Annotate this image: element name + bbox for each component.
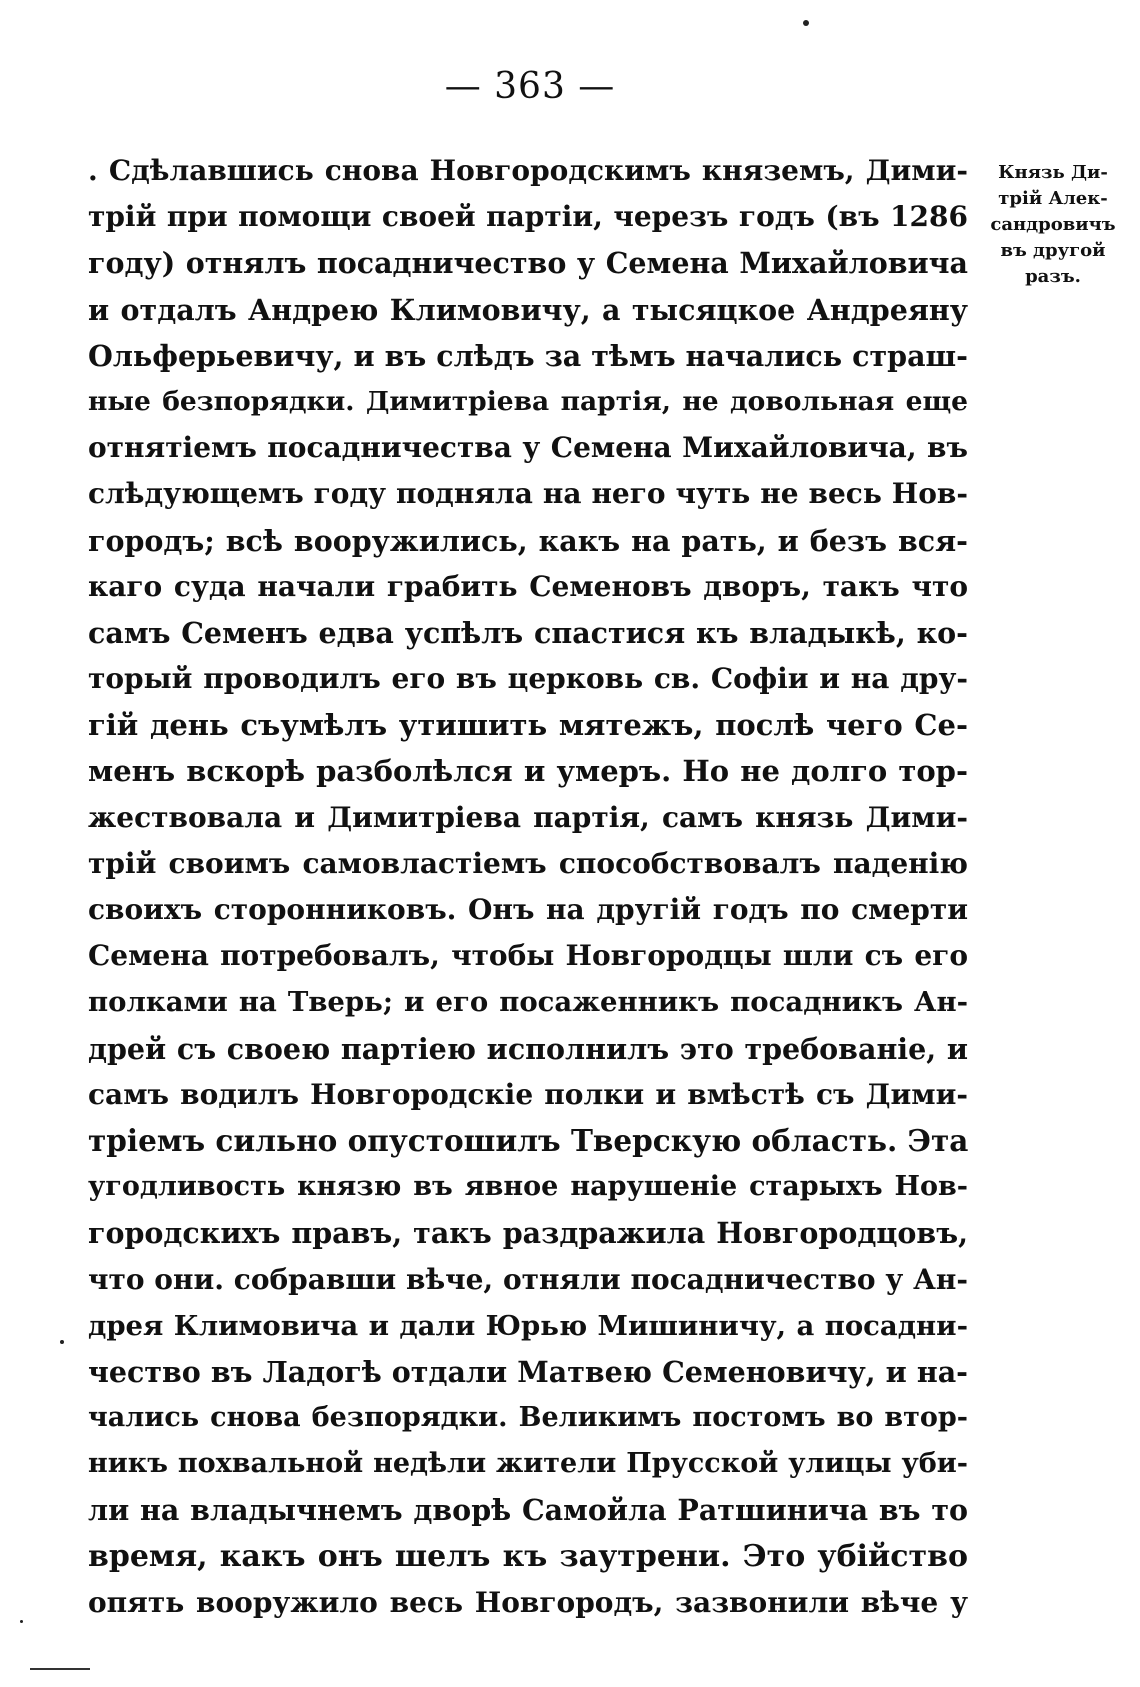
scan-speck bbox=[20, 1620, 23, 1623]
marginal-note-line: трій Алек- bbox=[998, 188, 1108, 209]
text-line: трій своимъ самовластіемъ способствовалъ паденію bbox=[88, 846, 968, 880]
text-line: чались снова безпорядки. Великимъ постомъ во втор- bbox=[88, 1402, 968, 1434]
text-line: каго суда начали грабить Семеновъ дворъ, такъ что bbox=[88, 569, 968, 603]
text-line: и отдалъ Андрею Климовичу, а тысяцкое Андреяну bbox=[88, 292, 968, 327]
scan-rule-mark bbox=[30, 1668, 90, 1670]
text-line: менъ вскорѣ разболѣлся и умеръ. Но не долго тор- bbox=[88, 754, 968, 789]
text-line: время, какъ онъ шелъ къ заутрени. Это убійство bbox=[88, 1538, 968, 1574]
text-line: дрея Климовича и дали Юрью Мишиничу, а посадни- bbox=[88, 1309, 968, 1342]
scan-speck bbox=[803, 20, 809, 26]
text-line: своихъ сторонниковъ. Онъ на другій годъ по смерти bbox=[88, 893, 968, 926]
text-line: никъ похвальной недѣли жители Прусской улицы уби- bbox=[88, 1448, 968, 1480]
text-line: самъ Семенъ едва успѣлъ спастися къ владыкѣ, ко- bbox=[88, 615, 968, 650]
marginal-note-line: сандровичъ bbox=[990, 214, 1116, 235]
text-line: чество въ Ладогѣ отдали Матвею Семеновичу, и на- bbox=[88, 1354, 968, 1389]
text-line: . Сдѣлавшись снова Новгородскимъ княземъ, Дими- bbox=[88, 154, 968, 187]
text-line: году) отнялъ посадничество у Семена Михайловича bbox=[88, 246, 968, 281]
text-line: Семена потребовалъ, чтобы Новгородцы шли съ его bbox=[88, 939, 968, 973]
text-line: ли на владычнемъ дворѣ Самойла Ратшинича въ то bbox=[88, 1493, 968, 1528]
text-line: дрей съ своею партіею исполнилъ это требованіе, и bbox=[88, 1031, 968, 1066]
text-line: тріемъ сильно опустошилъ Тверскую область. Эта bbox=[88, 1122, 969, 1158]
text-line: городъ; всѣ вооружились, какъ на рать, и безъ вся- bbox=[88, 523, 968, 558]
text-line: опять вооружило весь Новгородъ, зазвонили вѣче у bbox=[88, 1585, 968, 1619]
text-line: трій при помощи своей партіи, черезъ годъ (въ 1286 bbox=[88, 200, 968, 234]
text-line: угодливость князю въ явное нарушеніе старыхъ Нов- bbox=[88, 1171, 968, 1203]
text-line: ные безпорядки. Димитріева партія, не довольная еще bbox=[88, 385, 968, 417]
text-line: отнятіемъ посадничества у Семена Михайловича, въ bbox=[88, 431, 968, 465]
text-line: городскихъ правъ, такъ раздражила Новгородцовъ, bbox=[88, 1216, 968, 1251]
marginal-note-line: въ другой bbox=[1000, 240, 1106, 261]
marginal-note-line: Князь Ди- bbox=[998, 162, 1108, 183]
text-line: жествовала и Димитріева партія, самъ князь Дими- bbox=[88, 800, 968, 834]
text-line: торый проводилъ его въ церковь св. Софіи и на дру- bbox=[88, 662, 968, 696]
text-line: гій день съумѣлъ утишить мятежъ, послѣ чего Се- bbox=[88, 708, 968, 743]
scan-speck bbox=[60, 1340, 64, 1344]
text-line: что они. собравши вѣче, отняли посадничество у Ан- bbox=[88, 1262, 968, 1296]
text-line: Ольферьевичу, и въ слѣдъ за тѣмъ начались страш- bbox=[88, 338, 968, 373]
text-line: полками на Тверь; и его посаженникъ посадникъ Ан- bbox=[88, 986, 968, 1019]
page-number: — 363 — bbox=[444, 66, 616, 107]
main-text bbox=[88, 148, 968, 1626]
text-line: слѣдующемъ году подняла на него чуть не весь Нов- bbox=[88, 477, 968, 511]
marginal-note-line: разъ. bbox=[1025, 266, 1081, 287]
marginal-note bbox=[978, 160, 1128, 290]
text-line: самъ водилъ Новгородскіе полки и вмѣстѣ съ Дими- bbox=[88, 1077, 968, 1111]
